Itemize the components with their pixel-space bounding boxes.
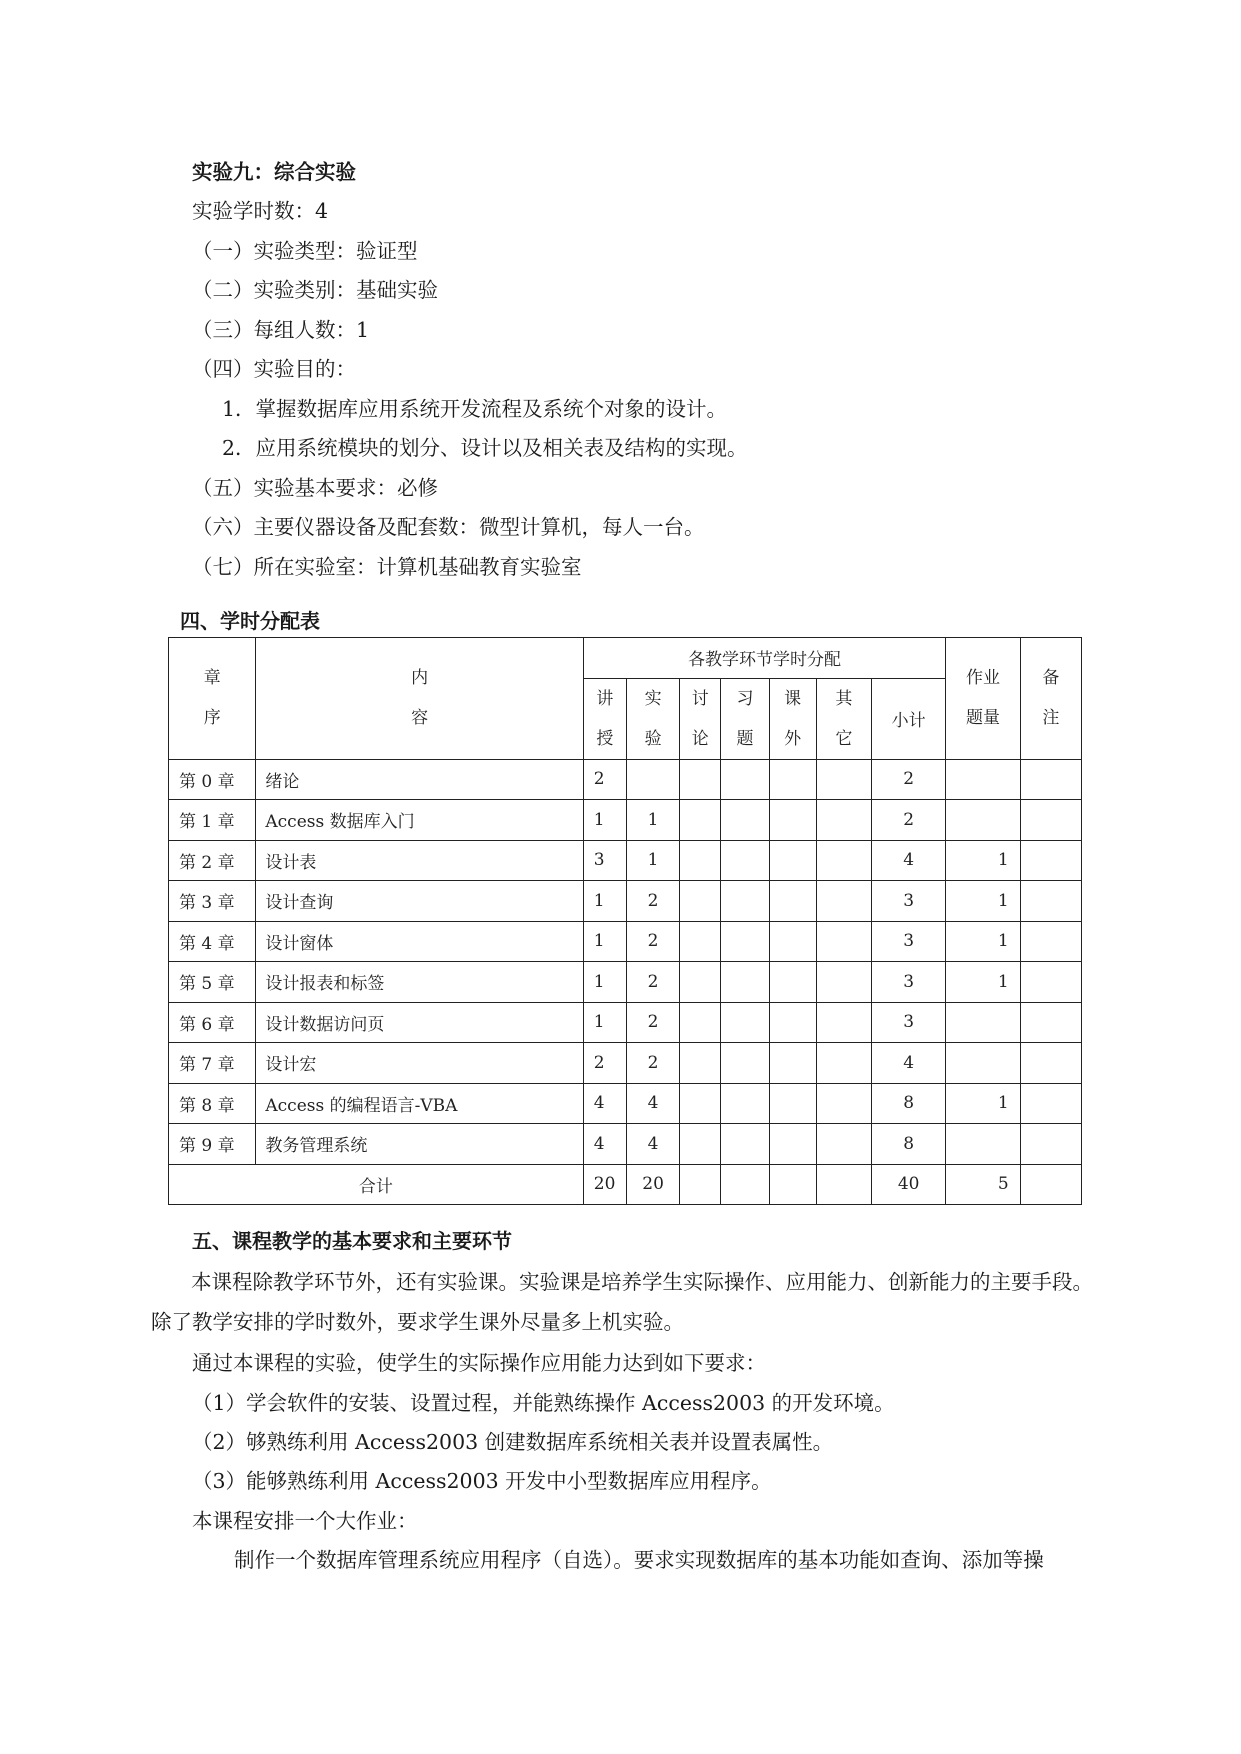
section5-heading: 五、课程教学的基本要求和主要环节 — [192, 1229, 512, 1253]
header-lab: 实 验 — [626, 678, 679, 759]
experiment-objective: 1．掌握数据库应用系统开发流程及系统个对象的设计。 — [222, 397, 728, 421]
experiment-type: （一）实验类型：验证型 — [192, 239, 418, 263]
table-row: 第 4 章 设计窗体 1 2 3 1 — [169, 921, 1082, 962]
header-hours-group: 各教学环节学时分配 — [583, 638, 946, 679]
section5-para1: 本课程除教学环节外，还有实验课。实验课是培养学生实际操作、应用能力、创新能力的主要手段。除了教学安排的学时数外，要求学生课外尽量多上机实验。 — [151, 1270, 1093, 1334]
table-row: 第 1 章 Access 数据库入门 1 1 2 — [169, 800, 1082, 841]
experiment-lab: （七）所在实验室：计算机基础教育实验室 — [192, 555, 582, 579]
section5-requirement: （1）学会软件的安装、设置过程，并能熟练操作 Access2003 的开发环境。 — [192, 1391, 895, 1415]
hours-table — [168, 637, 1082, 1205]
section5-para2: 通过本课程的实验，使学生的实际操作应用能力达到如下要求： — [192, 1351, 766, 1375]
section5-requirement: （3）能够熟练利用 Access2003 开发中小型数据库应用程序。 — [192, 1469, 772, 1493]
header-discussion: 讨 论 — [680, 678, 721, 759]
header-subtotal: 小计 — [872, 678, 946, 759]
total-label: 合计 — [169, 1164, 584, 1205]
table-row: 第 7 章 设计宏 2 2 4 — [169, 1043, 1082, 1084]
header-chapter: 章 序 — [169, 638, 256, 760]
header-lecture: 讲 授 — [583, 678, 626, 759]
table-row: 第 0 章 绪论 2 2 — [169, 759, 1082, 800]
experiment-equipment: （六）主要仪器设备及配套数：微型计算机，每人一台。 — [192, 515, 705, 539]
table-row: 第 9 章 教务管理系统 4 4 8 — [169, 1124, 1082, 1165]
section5-para4: 制作一个数据库管理系统应用程序（自选）。要求实现数据库的基本功能如查询、添加等操 — [234, 1548, 1044, 1572]
table-row: 第 8 章 Access 的编程语言-VBA 4 4 8 1 — [169, 1083, 1082, 1124]
header-other: 其 它 — [816, 678, 871, 759]
section5-requirement: （2）够熟练利用 Access2003 创建数据库系统相关表并设置表属性。 — [192, 1430, 834, 1454]
table-row: 第 6 章 设计数据访问页 1 2 3 — [169, 1002, 1082, 1043]
table-row: 第 3 章 设计查询 1 2 3 1 — [169, 881, 1082, 922]
table-total-row: 合计 20 20 40 5 — [169, 1164, 1082, 1205]
header-extracurricular: 课 外 — [769, 678, 816, 759]
experiment-requirement: （五）实验基本要求：必修 — [192, 476, 438, 500]
experiment-purpose-label: （四）实验目的： — [192, 357, 356, 381]
experiment-hours: 实验学时数：4 — [192, 199, 329, 223]
header-homework: 作业 题量 — [946, 638, 1020, 760]
experiment-title: 实验九：综合实验 — [192, 160, 356, 184]
header-note: 备 注 — [1020, 638, 1081, 760]
table-row: 第 2 章 设计表 3 1 4 1 — [169, 840, 1082, 881]
section5-para3: 本课程安排一个大作业： — [192, 1509, 418, 1533]
table-row: 第 5 章 设计报表和标签 1 2 3 1 — [169, 962, 1082, 1003]
header-content: 内 容 — [256, 638, 583, 760]
experiment-objective: 2．应用系统模块的划分、设计以及相关表及结构的实现。 — [222, 436, 748, 460]
experiment-group-size: （三）每组人数：1 — [192, 318, 370, 342]
header-exercise: 习 题 — [721, 678, 769, 759]
experiment-category: （二）实验类别：基础实验 — [192, 278, 438, 302]
section4-heading: 四、学时分配表 — [180, 609, 320, 633]
